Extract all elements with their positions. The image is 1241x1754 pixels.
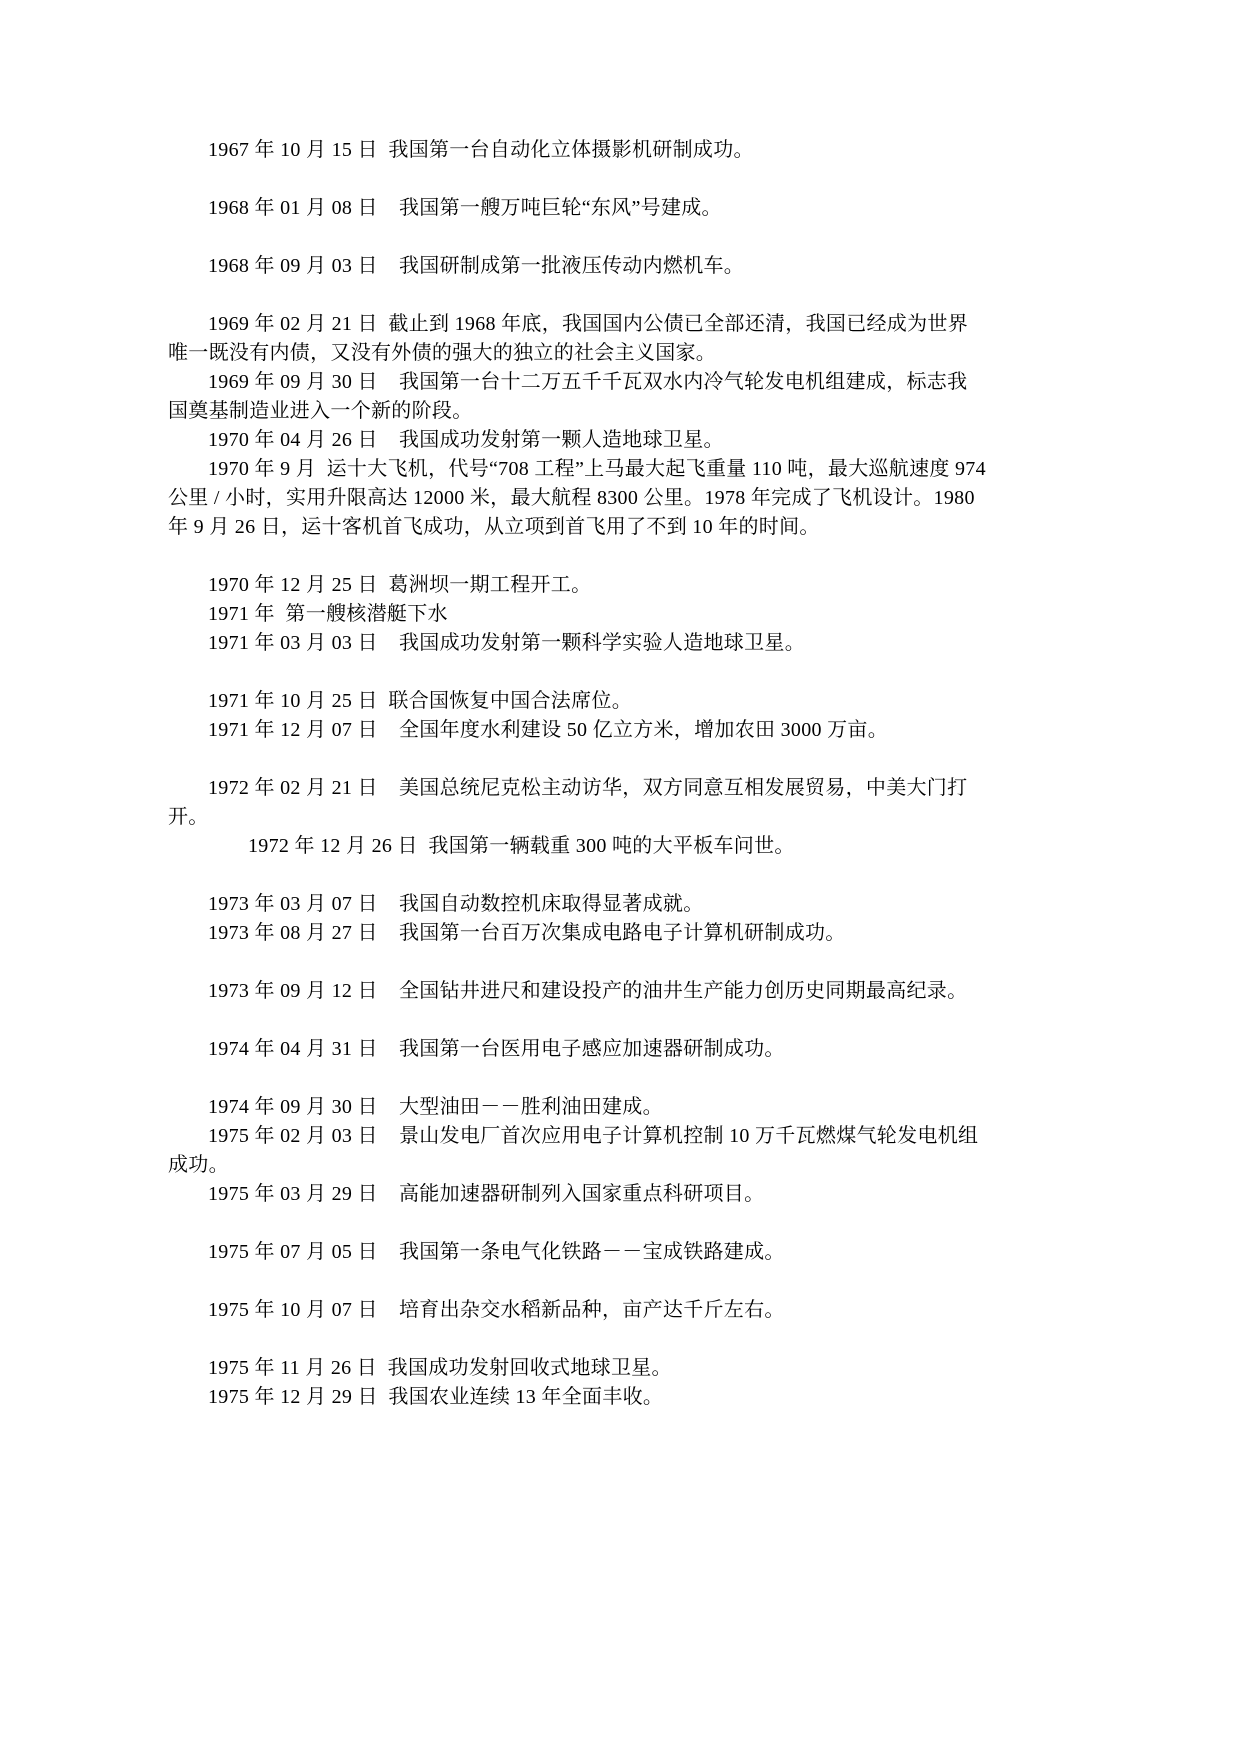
text-line: 1969 年 09 月 30 日 我国第一台十二万五千千瓦双水内冷气轮发电机组建成，标志我 bbox=[208, 371, 968, 393]
text-line: 1975 年 07 月 05 日 我国第一条电气化铁路－－宝成铁路建成。 bbox=[208, 1241, 785, 1263]
text-line: 1971 年 10 月 25 日 联合国恢复中国合法席位。 bbox=[208, 690, 632, 712]
text-line: 1968 年 01 月 08 日 我国第一艘万吨巨轮“东风”号建成。 bbox=[208, 197, 722, 219]
text-line: 1971 年 12 月 07 日 全国年度水利建设 50 亿立方米，增加农田 3000 万亩。 bbox=[208, 719, 888, 741]
text-line: 1970 年 12 月 25 日 葛洲坝一期工程开工。 bbox=[208, 574, 592, 596]
text-line: 唯一既没有内债，又没有外债的强大的独立的社会主义国家。 bbox=[168, 342, 717, 364]
text-line: 1970 年 9 月 运十大飞机，代号“708 工程”上马最大起飞重量 110 吨，最大巡航速度 974 bbox=[208, 458, 986, 480]
text-line: 1971 年 03 月 03 日 我国成功发射第一颗科学实验人造地球卫星。 bbox=[208, 632, 805, 654]
text-line: 1975 年 10 月 07 日 培育出杂交水稻新品种，亩产达千斤左右。 bbox=[208, 1299, 785, 1321]
text-line: 1973 年 03 月 07 日 我国自动数控机床取得显著成就。 bbox=[208, 893, 704, 915]
text-line: 1967 年 10 月 15 日 我国第一台自动化立体摄影机研制成功。 bbox=[208, 139, 754, 161]
text-line: 1974 年 04 月 31 日 我国第一台医用电子感应加速器研制成功。 bbox=[208, 1038, 785, 1060]
text-line: 1973 年 09 月 12 日 全国钻井进尺和建设投产的油井生产能力创历史同期最高纪录。 bbox=[208, 980, 968, 1002]
text-line: 1975 年 02 月 03 日 景山发电厂首次应用电子计算机控制 10 万千瓦燃煤气轮发电机组 bbox=[208, 1125, 979, 1147]
text-line: 1975 年 11 月 26 日 我国成功发射回收式地球卫星。 bbox=[208, 1357, 672, 1379]
text-line: 国奠基制造业进入一个新的阶段。 bbox=[168, 400, 473, 422]
text-line: 1975 年 12 月 29 日 我国农业连续 13 年全面丰收。 bbox=[208, 1386, 664, 1408]
text-line: 年 9 月 26 日，运十客机首飞成功，从立项到首飞用了不到 10 年的时间。 bbox=[168, 516, 820, 538]
text-line: 1971 年 第一艘核潜艇下水 bbox=[208, 603, 448, 625]
text-line: 1973 年 08 月 27 日 我国第一台百万次集成电路电子计算机研制成功。 bbox=[208, 922, 846, 944]
text-line: 公里 / 小时，实用升限高达 12000 米，最大航程 8300 公里。1978 年完成了飞机设计。1980 bbox=[168, 487, 975, 509]
text-line: 1972 年 12 月 26 日 我国第一辆载重 300 吨的大平板车问世。 bbox=[248, 835, 795, 857]
text-line: 1968 年 09 月 03 日 我国研制成第一批液压传动内燃机车。 bbox=[208, 255, 745, 277]
text-line: 1975 年 03 月 29 日 高能加速器研制列入国家重点科研项目。 bbox=[208, 1183, 765, 1205]
text-line: 1969 年 02 月 21 日 截止到 1968 年底，我国国内公债已全部还清，我国已经成为世界 bbox=[208, 313, 968, 335]
text-line: 开。 bbox=[168, 806, 209, 828]
text-line: 1974 年 09 月 30 日 大型油田－－胜利油田建成。 bbox=[208, 1096, 663, 1118]
text-line: 成功。 bbox=[168, 1154, 229, 1176]
text-line: 1970 年 04 月 26 日 我国成功发射第一颗人造地球卫星。 bbox=[208, 429, 724, 451]
text-line: 1972 年 02 月 21 日 美国总统尼克松主动访华，双方同意互相发展贸易，中美大门打 bbox=[208, 777, 968, 799]
